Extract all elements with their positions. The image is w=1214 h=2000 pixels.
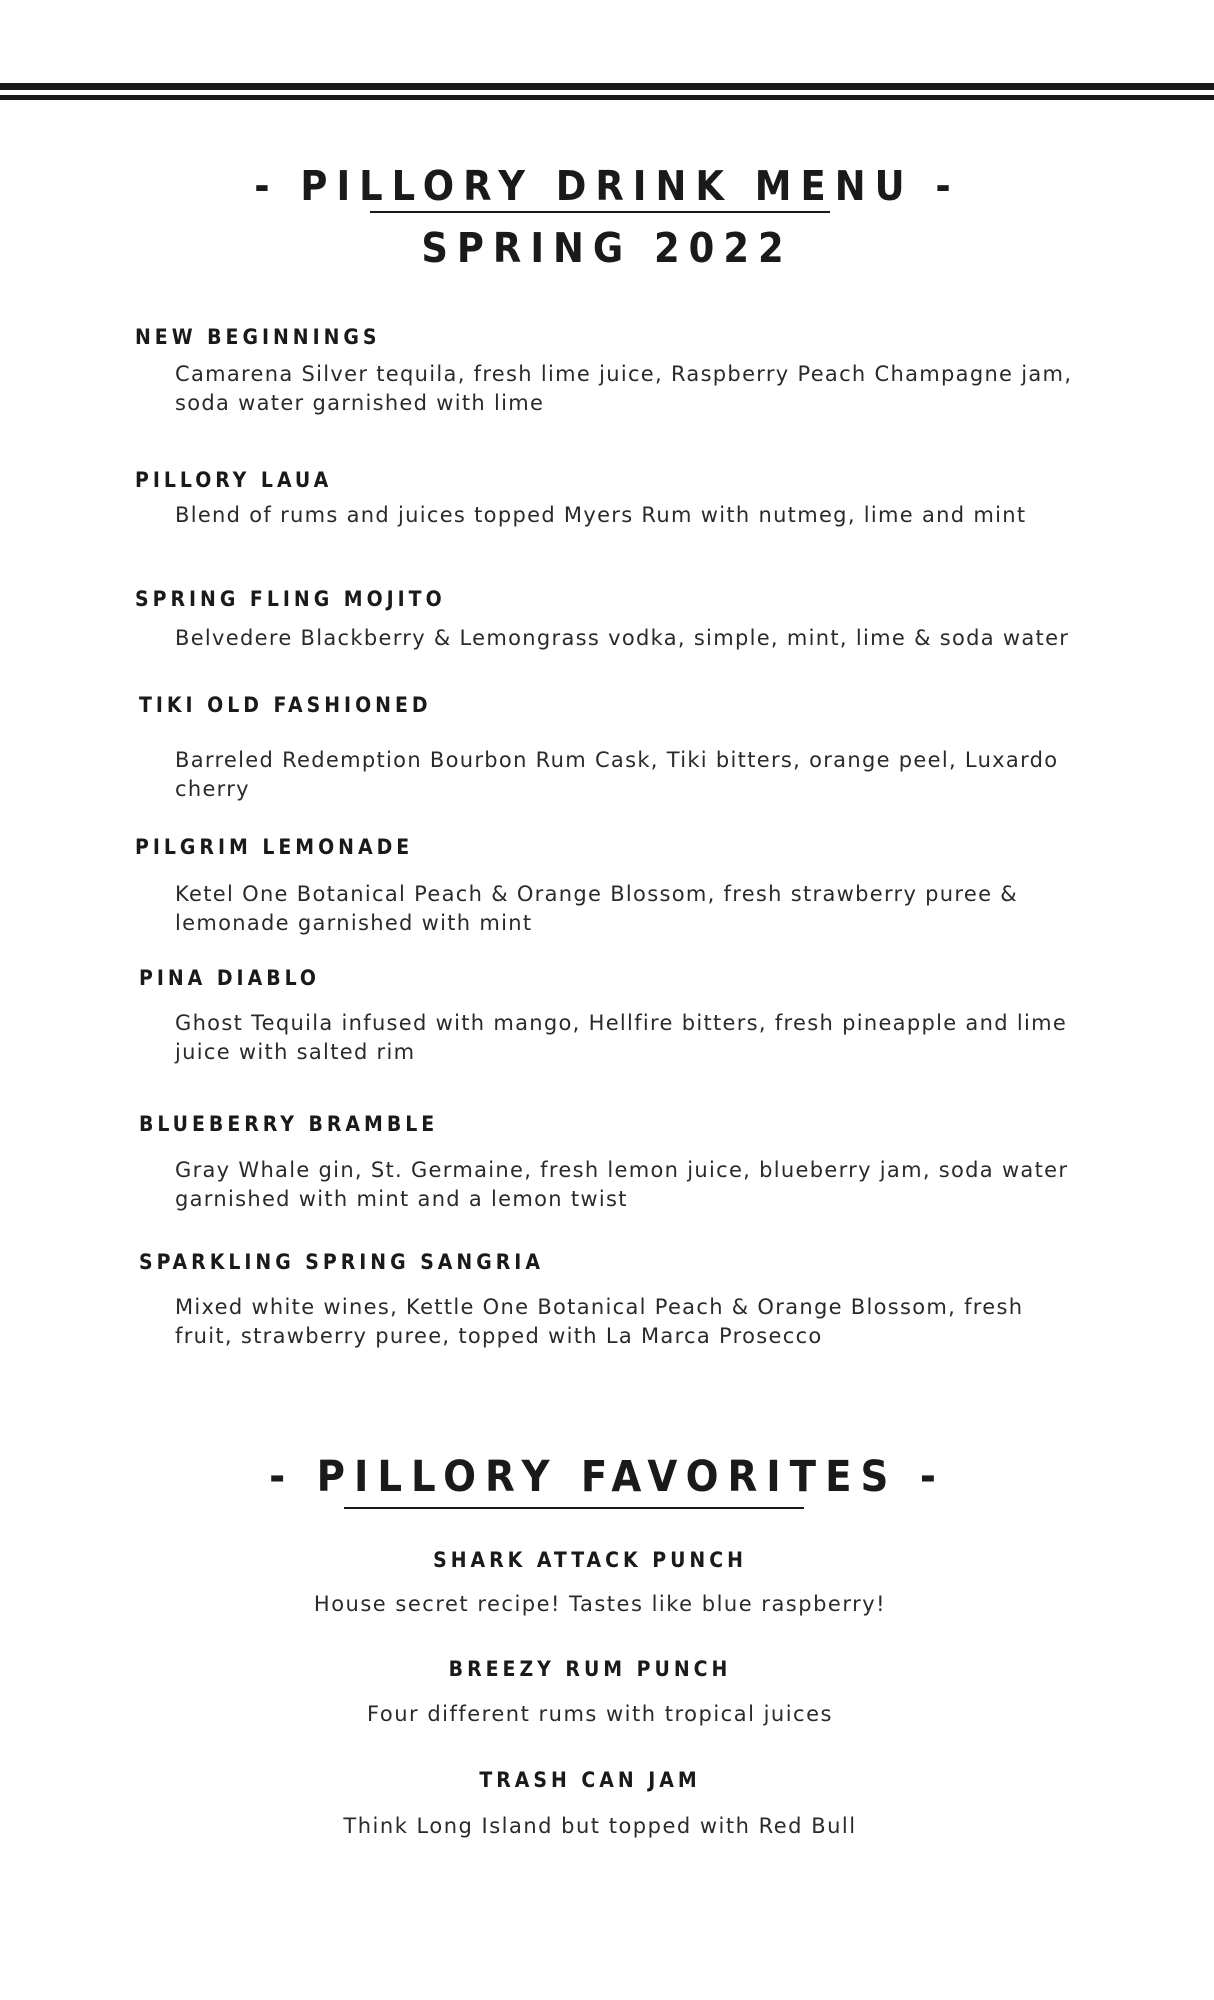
favorite-description: Think Long Island but topped with Red Bull: [343, 1814, 857, 1838]
drink-name: PINA DIABLO: [139, 966, 320, 990]
top-border-thin: [0, 95, 1214, 100]
drink-description: Camarena Silver tequila, fresh lime juice, Raspberry Peach Champagne jam, soda water garnished with lime: [175, 362, 1073, 415]
drink-name: PILGRIM LEMONADE: [135, 835, 414, 859]
favorite-name: TRASH CAN JAM: [479, 1768, 701, 1792]
drink-name: BLUEBERRY BRAMBLE: [139, 1112, 439, 1136]
drink-description: Mixed white wines, Kettle One Botanical Peach & Orange Blossom, fresh fruit, strawberry puree, topped with La Marca Prosecco: [175, 1295, 1024, 1348]
favorite-name: SHARK ATTACK PUNCH: [433, 1548, 747, 1572]
drink-description: Barreled Redemption Bourbon Rum Cask, Tiki bitters, orange peel, Luxardo cherry: [175, 748, 1059, 801]
drink-description: Belvedere Blackberry & Lemongrass vodka, simple, mint, lime & soda water: [175, 626, 1070, 650]
favorite-name: BREEZY RUM PUNCH: [448, 1657, 732, 1681]
favorite-description: Four different rums with tropical juices: [367, 1702, 833, 1726]
drink-description: Ghost Tequila infused with mango, Hellfire bitters, fresh pineapple and lime juice with salted rim: [175, 1011, 1068, 1064]
drink-description: Gray Whale gin, St. Germaine, fresh lemon juice, blueberry jam, soda water garnished with mint and a lemon twist: [175, 1158, 1069, 1211]
menu-title: - PILLORY DRINK MENU -: [254, 162, 960, 210]
drink-description: Ketel One Botanical Peach & Orange Blossom, fresh strawberry puree & lemonade garnished with mint: [175, 882, 1018, 935]
favorites-title: - PILLORY FAVORITES -: [269, 1452, 945, 1502]
drink-name: PILLORY LAUA: [135, 468, 333, 492]
drink-name: NEW BEGINNINGS: [135, 325, 381, 349]
favorites-underline: [344, 1507, 804, 1509]
drink-description: Blend of rums and juices topped Myers Rum with nutmeg, lime and mint: [175, 503, 1027, 527]
drink-name: TIKI OLD FASHIONED: [139, 693, 432, 717]
drink-name: SPRING FLING MOJITO: [135, 587, 446, 611]
title-underline: [370, 211, 830, 213]
top-border-thick: [0, 83, 1214, 90]
favorite-description: House secret recipe! Tastes like blue raspberry!: [313, 1592, 887, 1616]
menu-season: SPRING 2022: [421, 224, 793, 272]
drink-name: SPARKLING SPRING SANGRIA: [139, 1250, 544, 1274]
